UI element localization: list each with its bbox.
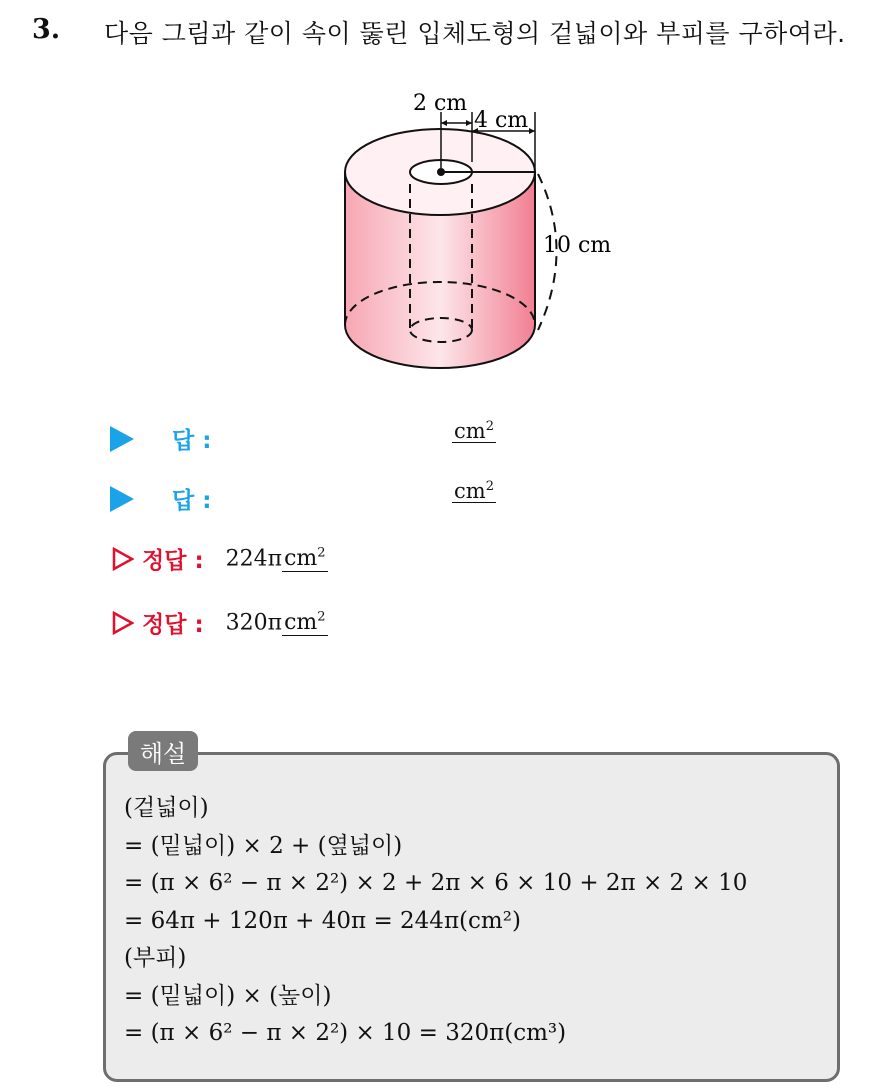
unit-text: cm [454, 479, 486, 503]
correct-answer-1 [226, 546, 328, 571]
outline-triangle-icon [112, 611, 134, 635]
answer-blank-2[interactable] [452, 480, 496, 503]
solution-line: = (밑넓이) × 2 + (옆넓이) [124, 832, 403, 859]
solution-line: = 64π + 120π + 40π = 244π(cm²) [124, 907, 521, 934]
unit-exp: 2 [485, 479, 494, 494]
label-height: 10 cm [543, 233, 612, 258]
hollow-cylinder-figure [330, 80, 630, 380]
correct-row-2 [112, 606, 328, 639]
correct-value: 320π [225, 610, 283, 636]
play-triangle-icon [110, 426, 134, 452]
correct-answer-2 [226, 610, 328, 635]
answer-row-2 [110, 482, 211, 515]
solution-line: (겉넓이) [124, 795, 209, 821]
play-triangle-icon [110, 486, 134, 512]
correct-value: 224π [225, 546, 283, 572]
answer-blank-1[interactable] [452, 420, 496, 443]
label-outer-gap: 4 cm [474, 108, 529, 133]
solution-line: = (밑넓이) × (높이) [124, 982, 332, 1009]
correct-row-1 [112, 542, 328, 575]
correct-unit: $cm^2$ [284, 545, 326, 572]
solution-badge: 해설 [128, 731, 198, 771]
correct-label: 정답 : [142, 612, 204, 638]
question-number: 3. [32, 14, 61, 45]
question-text: 다음 그림과 같이 속이 뚫린 입체도형의 겉넓이와 부피를 구하여라. [104, 19, 846, 48]
solution-line: = (π × 6² − π × 2²) × 2 + 2π × 6 × 10 + 2π × 2 × 10 [124, 870, 748, 896]
unit-exp: 2 [485, 419, 494, 434]
label-inner-radius: 2 cm [413, 91, 468, 116]
answer-row-1 [110, 422, 211, 455]
answer-label: 답 : [172, 488, 212, 514]
solution-line: = (π × 6² − π × 2²) × 10 = 320π(cm³) [124, 1020, 567, 1046]
solution-line: (부피) [124, 945, 187, 971]
correct-label: 정답 : [142, 548, 204, 574]
correct-unit: $cm^2$ [284, 609, 326, 636]
answer-label: 답 : [172, 428, 212, 454]
solution-text [124, 790, 747, 1053]
unit-text: cm [454, 419, 486, 443]
outline-triangle-icon [112, 547, 134, 571]
